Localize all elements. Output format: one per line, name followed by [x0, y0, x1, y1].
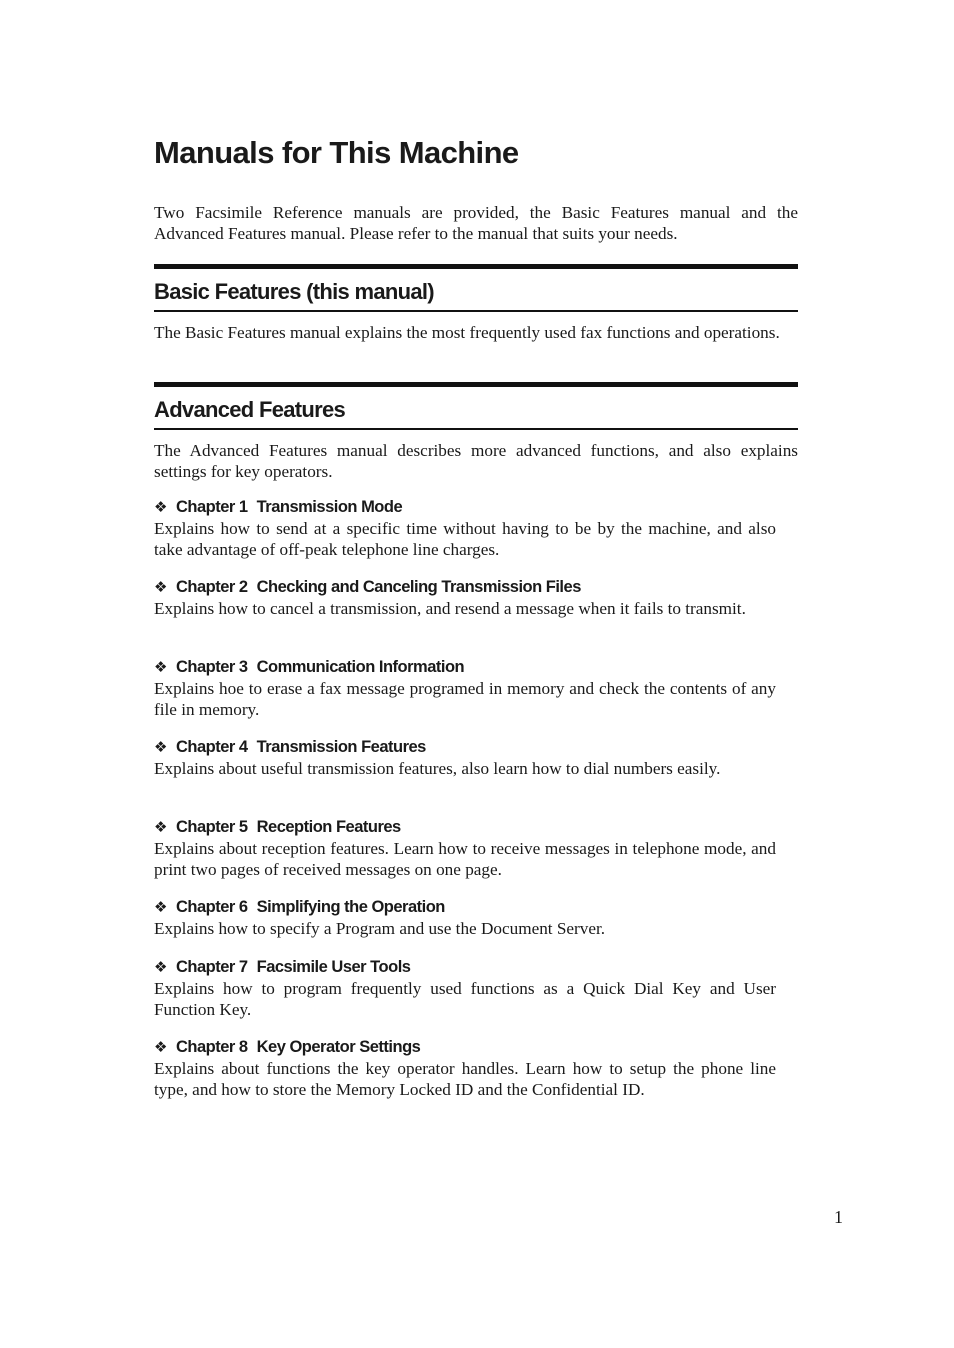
chapter-description: Explains how to cancel a transmission, and resend a message when it fails to transmit. — [154, 599, 746, 618]
chapter-entry-4 — [154, 736, 798, 779]
chapter-title: Facsimile User Tools — [256, 958, 411, 976]
chapter-number: Chapter 4 — [176, 738, 248, 756]
chapter-entry-6 — [154, 896, 798, 939]
chapter-heading — [154, 656, 798, 678]
chapter-heading — [154, 816, 798, 838]
diamond-icon: ❖ — [154, 658, 167, 676]
chapter-number: Chapter 8 — [176, 1038, 248, 1056]
diamond-icon: ❖ — [154, 498, 167, 516]
chapter-title: Key Operator Settings — [256, 1038, 421, 1056]
chapter-number: Chapter 3 — [176, 658, 248, 676]
chapter-description: Explains about useful transmission features, also learn how to dial numbers easily. — [154, 759, 721, 778]
page-number: 1 — [834, 1207, 843, 1227]
chapter-number: Chapter 1 — [176, 498, 248, 516]
intro-paragraph — [154, 202, 798, 244]
chapter-title: Reception Features — [256, 818, 401, 836]
chapter-entry-2 — [154, 576, 798, 619]
section-advanced-features — [154, 382, 798, 482]
diamond-icon: ❖ — [154, 578, 167, 596]
section-basic-features — [154, 264, 798, 343]
chapter-heading — [154, 576, 798, 598]
diamond-icon: ❖ — [154, 958, 167, 976]
chapter-entry-7 — [154, 956, 798, 1020]
chapter-title: Transmission Mode — [256, 498, 403, 516]
diamond-icon: ❖ — [154, 818, 167, 836]
chapter-heading — [154, 896, 798, 918]
chapter-entry-5 — [154, 816, 798, 880]
chapter-entry-3 — [154, 656, 798, 720]
section-body-text: The Basic Features manual explains the most frequently used fax functions and operations. — [154, 323, 780, 342]
chapter-entry-1 — [154, 496, 798, 560]
intro-text: Two Facsimile Reference manuals are provided, the Basic Features manual and the Advanced Features manual. Please refer to the manual that suits your needs. — [154, 203, 798, 243]
chapter-title: Simplifying the Operation — [256, 898, 445, 916]
chapter-entry-8 — [154, 1036, 798, 1100]
chapter-description: Explains about reception features. Learn how to receive messages in telephone mode, and print two pages of received messages on one page. — [154, 839, 776, 879]
chapter-number: Chapter 5 — [176, 818, 248, 836]
chapter-heading — [154, 956, 798, 978]
chapter-description: Explains how to specify a Program and use the Document Server. — [154, 919, 606, 938]
chapter-heading — [154, 496, 798, 518]
chapter-title: Checking and Canceling Transmission Files — [256, 578, 581, 596]
chapter-number: Chapter 7 — [176, 958, 248, 976]
chapter-description: Explains how to program frequently used functions as a Quick Dial Key and User Function Key. — [154, 979, 776, 1019]
chapter-title: Communication Information — [256, 658, 465, 676]
chapter-heading — [154, 1036, 798, 1058]
section-heading: Basic Features (this manual) — [154, 269, 798, 312]
chapter-number: Chapter 6 — [176, 898, 248, 916]
diamond-icon: ❖ — [154, 1038, 167, 1056]
chapter-title: Transmission Features — [256, 738, 426, 756]
diamond-icon: ❖ — [154, 738, 167, 756]
diamond-icon: ❖ — [154, 898, 167, 916]
chapter-heading — [154, 736, 798, 758]
section-heading: Advanced Features — [154, 387, 798, 430]
chapter-description: Explains hoe to erase a fax message programed in memory and check the contents of any file in memory. — [154, 679, 776, 719]
chapter-description: Explains how to send at a specific time without having to be by the machine, and also take advantage of off-peak telephone line charges. — [154, 519, 776, 559]
chapter-number: Chapter 2 — [176, 578, 248, 596]
section-body-text: The Advanced Features manual describes more advanced functions, and also explains settings for key operators. — [154, 441, 798, 481]
chapter-description: Explains about functions the key operator handles. Learn how to setup the phone line type, and how to store the Memory Locked ID and the Confidential ID. — [154, 1059, 776, 1099]
page-title: Manuals for This Machine — [154, 135, 519, 170]
